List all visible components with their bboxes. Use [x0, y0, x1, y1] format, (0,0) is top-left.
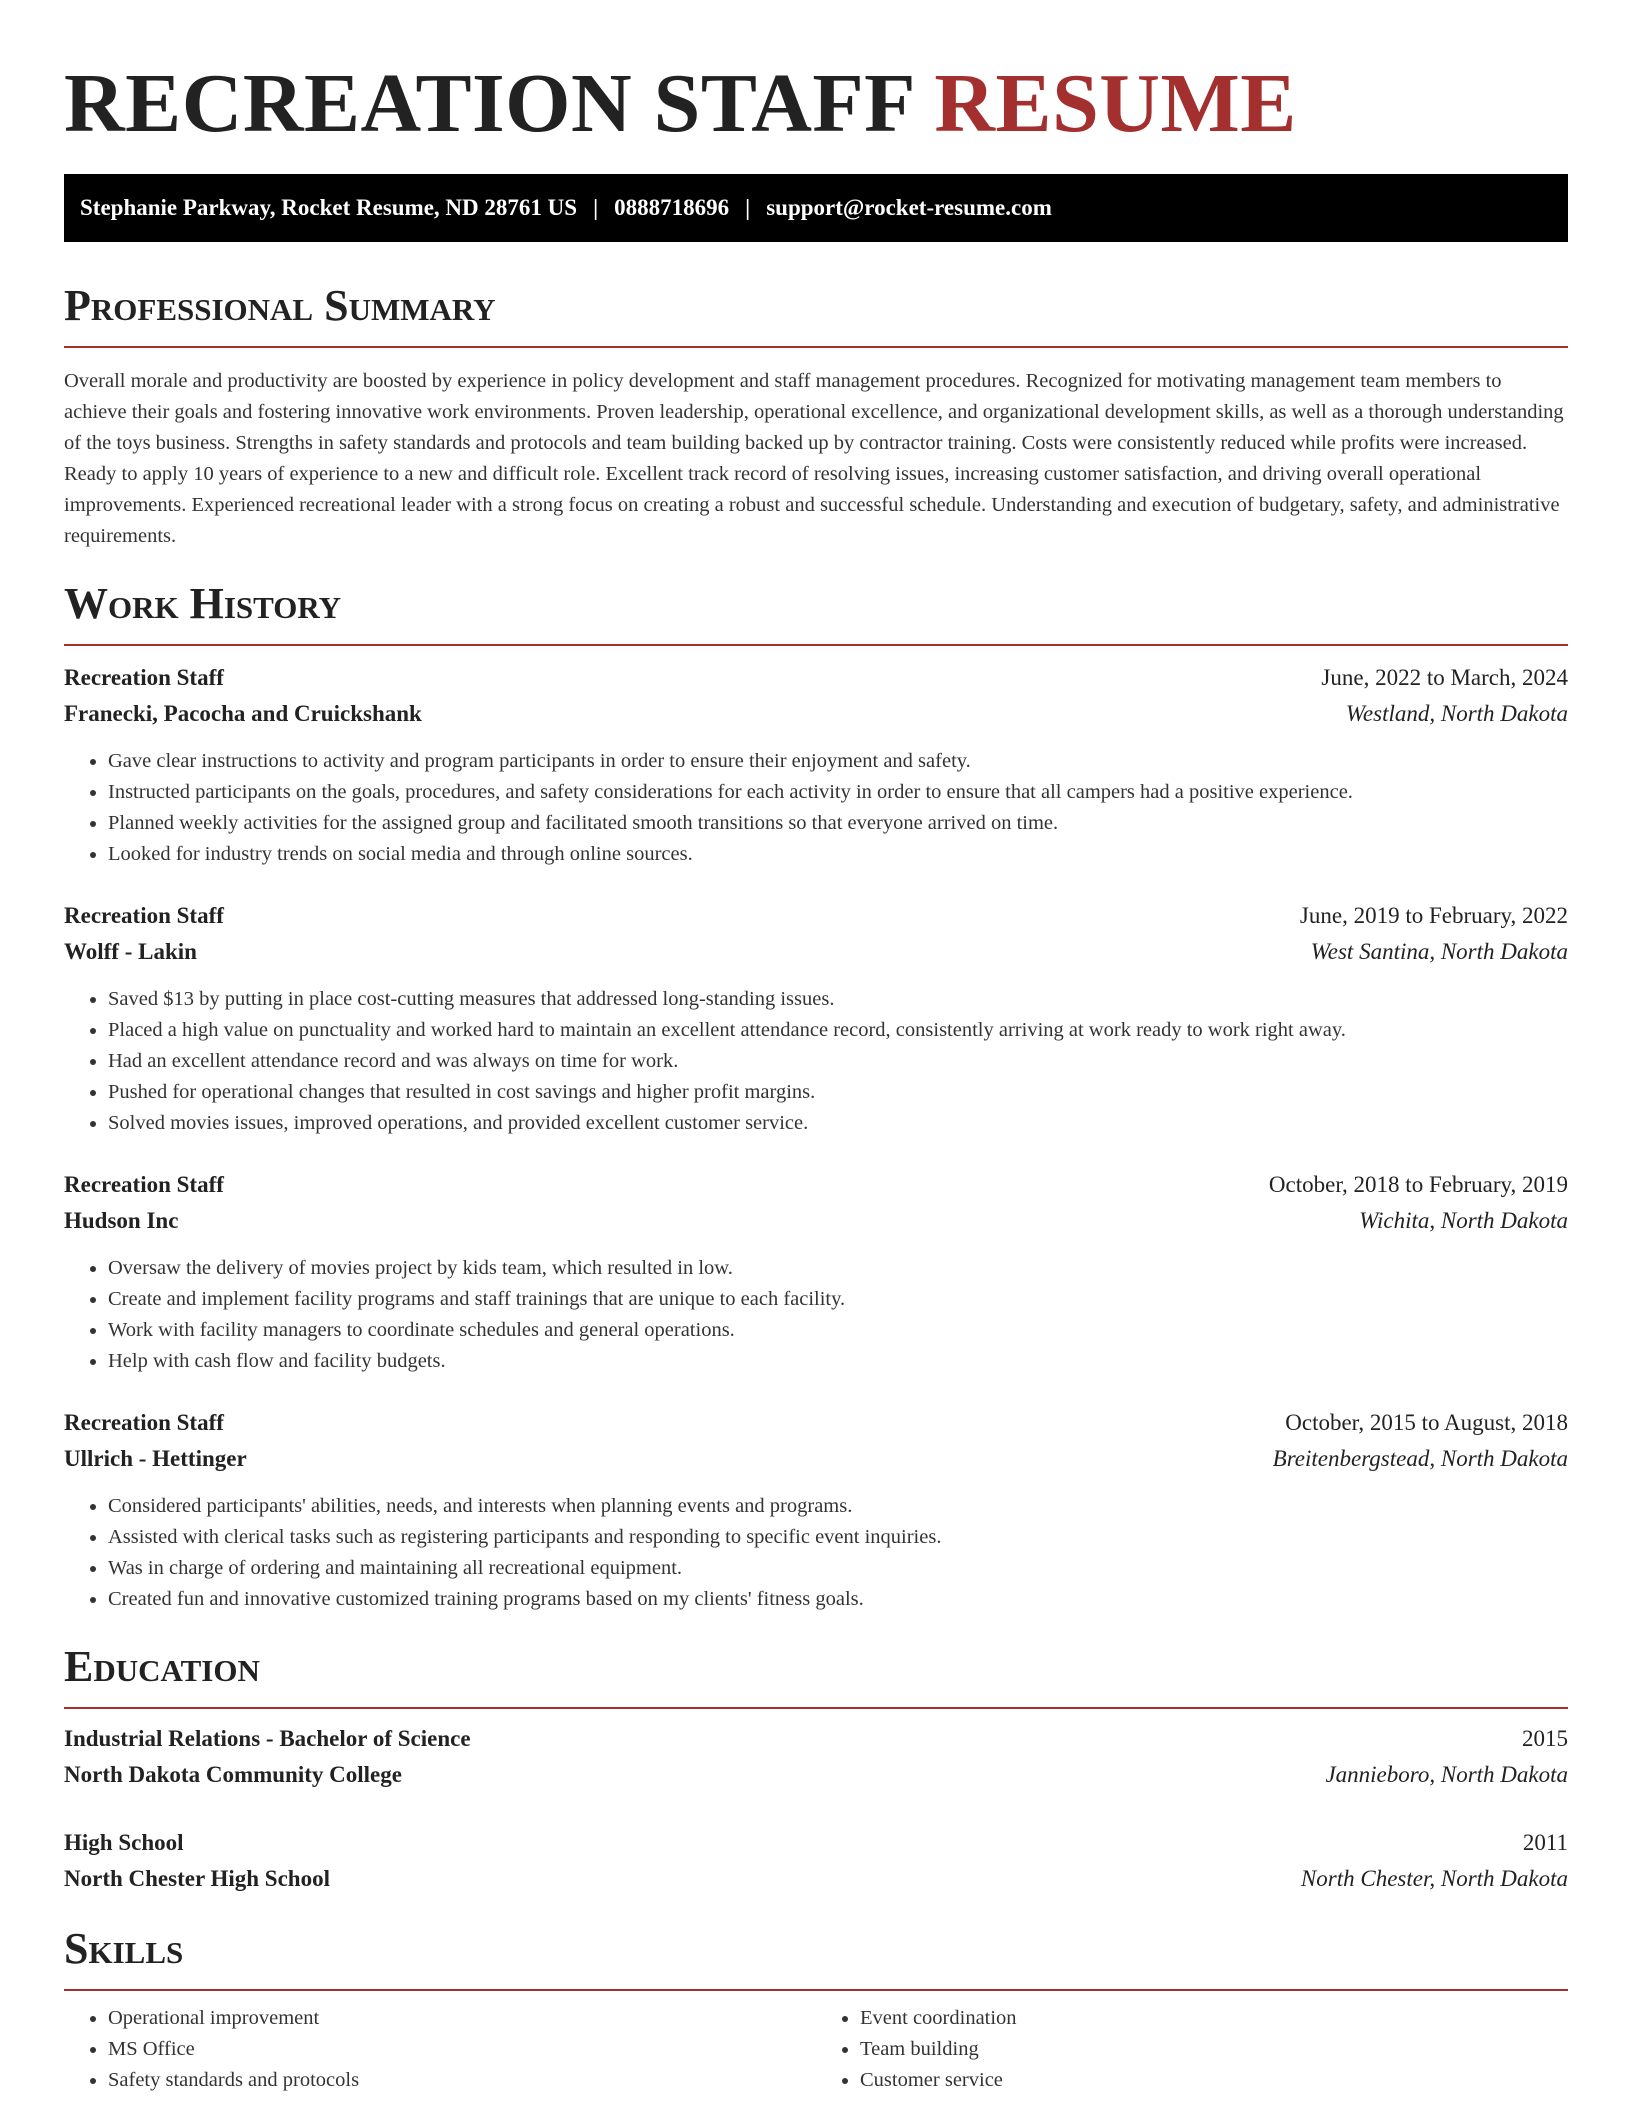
section-divider — [64, 1989, 1568, 1991]
job-company-row — [64, 696, 1568, 732]
skill-item: • Team building — [860, 2034, 1568, 2065]
resume-title — [64, 0, 1568, 152]
job-dates: October, 2015 to August, 2018 — [1285, 1410, 1568, 1435]
education-degree: Industrial Relations - Bachelor of Science — [64, 1726, 471, 1751]
job-header-row — [64, 660, 1568, 696]
job-location: Breitenbergstead, North Dakota — [1272, 1446, 1568, 1471]
list-item: • Had an excellent attendance record and was always on time for work. — [108, 1046, 1568, 1077]
list-item: • Oversaw the delivery of movies project by kids team, which resulted in low. — [108, 1253, 1568, 1284]
section-heading: Education — [64, 1642, 260, 1691]
skill-item: • Safety standards and protocols — [108, 2065, 816, 2096]
skill-item: • Event coordination — [860, 2003, 1568, 2034]
job-location: Wichita, North Dakota — [1359, 1208, 1568, 1233]
contact-separator: | — [745, 195, 751, 220]
summary-text: Overall morale and productivity are boosted by experience in policy development and staff management procedures. Recognized for motivating management team members to achieve their goals and fostering innovative work environments. Proven leadership, operational excellence, and organizational development skills, as well as a thorough understanding of the toys business. Strengths in safety standards and protocols and team building backed up by contractor training. Costs were consistently reduced while profits were increased. Ready to apply 10 years of experience to a new and difficult role. Excellent track record of resolving issues, increasing customer satisfaction, and driving overall operational improvements. Experienced recreational leader with a strong focus on creating a robust and successful schedule. Understanding and execution of budgetary, safety, and administrative requirements. — [64, 370, 1564, 547]
title-accent: RESUME — [934, 57, 1297, 150]
education-entry — [64, 1721, 1568, 1793]
list-item: • Planned weekly activities for the assigned group and facilitated smooth transitions so that everyone arrived on time. — [108, 808, 1568, 839]
section-divider — [64, 346, 1568, 348]
job-header-row — [64, 1167, 1568, 1203]
job-company: Ullrich - Hettinger — [64, 1446, 247, 1471]
job-entry — [64, 898, 1568, 1139]
job-company-row — [64, 934, 1568, 970]
section-heading: Skills — [64, 1924, 184, 1973]
list-item: • Looked for industry trends on social media and through online sources. — [108, 839, 1568, 870]
list-item: • Pushed for operational changes that resulted in cost savings and higher profit margins. — [108, 1077, 1568, 1108]
skills-list-left — [64, 2003, 816, 2096]
job-bullets — [64, 1253, 1568, 1377]
list-item: • Was in charge of ordering and maintaining all recreational equipment. — [108, 1553, 1568, 1584]
job-bullets — [64, 984, 1568, 1139]
contact-address: Stephanie Parkway, Rocket Resume, ND 28761 US — [80, 195, 578, 220]
section-heading: Work History — [64, 579, 342, 628]
education-location: North Chester, North Dakota — [1300, 1866, 1568, 1891]
section-divider — [64, 644, 1568, 646]
list-item: • Assisted with clerical tasks such as registering participants and responding to specific event inquiries. — [108, 1522, 1568, 1553]
job-company: Wolff - Lakin — [64, 939, 197, 964]
job-entry — [64, 1405, 1568, 1615]
education-section — [64, 1641, 1568, 1897]
skill-item: • Customer service — [860, 2065, 1568, 2096]
job-location: Westland, North Dakota — [1345, 701, 1568, 726]
job-title: Recreation Staff — [64, 1172, 224, 1197]
list-item: • Instructed participants on the goals, procedures, and safety considerations for each activity in order to ensure that all campers had a positive experience. — [108, 777, 1568, 808]
list-item: • Placed a high value on punctuality and worked hard to maintain an excellent attendance record, consistently arriving at work ready to work right away. — [108, 1015, 1568, 1046]
education-school-row — [64, 1757, 1568, 1793]
list-item: • Solved movies issues, improved operations, and provided excellent customer service. — [108, 1108, 1568, 1139]
education-header-row — [64, 1721, 1568, 1757]
education-entry — [64, 1825, 1568, 1897]
skills-section — [64, 1923, 1568, 2096]
skill-item: • Operational improvement — [108, 2003, 816, 2034]
contact-email[interactable]: support@rocket-resume.com — [766, 195, 1052, 220]
job-bullets — [64, 746, 1568, 870]
job-company: Hudson Inc — [64, 1208, 179, 1233]
education-school-row — [64, 1861, 1568, 1897]
summary-section — [64, 280, 1568, 552]
job-title: Recreation Staff — [64, 665, 224, 690]
job-title: Recreation Staff — [64, 1410, 224, 1435]
education-header-row — [64, 1825, 1568, 1861]
job-dates: June, 2022 to March, 2024 — [1321, 665, 1568, 690]
job-bullets — [64, 1491, 1568, 1615]
skills-list-right — [816, 2003, 1568, 2096]
job-header-row — [64, 1405, 1568, 1441]
contact-phone[interactable]: 0888718696 — [614, 195, 730, 220]
list-item: • Saved $13 by putting in place cost-cutting measures that addressed long-standing issues. — [108, 984, 1568, 1015]
list-item: • Work with facility managers to coordinate schedules and general operations. — [108, 1315, 1568, 1346]
section-heading: Professional Summary — [64, 281, 496, 330]
list-item: • Considered participants' abilities, needs, and interests when planning events and programs. — [108, 1491, 1568, 1522]
list-item: • Help with cash flow and facility budgets. — [108, 1346, 1568, 1377]
contact-bar — [64, 174, 1568, 242]
job-company: Franecki, Pacocha and Cruickshank — [64, 701, 422, 726]
title-main: RECREATION STAFF — [64, 57, 913, 150]
job-entry — [64, 660, 1568, 870]
list-item: • Create and implement facility programs and staff trainings that are unique to each facility. — [108, 1284, 1568, 1315]
job-location: West Santina, North Dakota — [1310, 939, 1568, 964]
job-company-row — [64, 1203, 1568, 1239]
job-company-row — [64, 1441, 1568, 1477]
education-degree: High School — [64, 1830, 184, 1855]
list-item: • Gave clear instructions to activity and program participants in order to ensure their enjoyment and safety. — [108, 746, 1568, 777]
list-item: • Created fun and innovative customized training programs based on my clients' fitness goals. — [108, 1584, 1568, 1615]
education-school: North Chester High School — [64, 1866, 330, 1891]
education-school: North Dakota Community College — [64, 1762, 402, 1787]
section-divider — [64, 1707, 1568, 1709]
education-year: 2011 — [1522, 1830, 1568, 1855]
job-header-row — [64, 898, 1568, 934]
job-entry — [64, 1167, 1568, 1377]
education-year: 2015 — [1522, 1726, 1568, 1751]
job-dates: October, 2018 to February, 2019 — [1268, 1172, 1568, 1197]
work-history-section — [64, 578, 1568, 1615]
skill-item: • MS Office — [108, 2034, 816, 2065]
education-location: Jannieboro, North Dakota — [1325, 1762, 1568, 1787]
contact-separator: | — [593, 195, 599, 220]
job-title: Recreation Staff — [64, 903, 224, 928]
skills-columns — [64, 2003, 1568, 2096]
job-dates: June, 2019 to February, 2022 — [1299, 903, 1568, 928]
